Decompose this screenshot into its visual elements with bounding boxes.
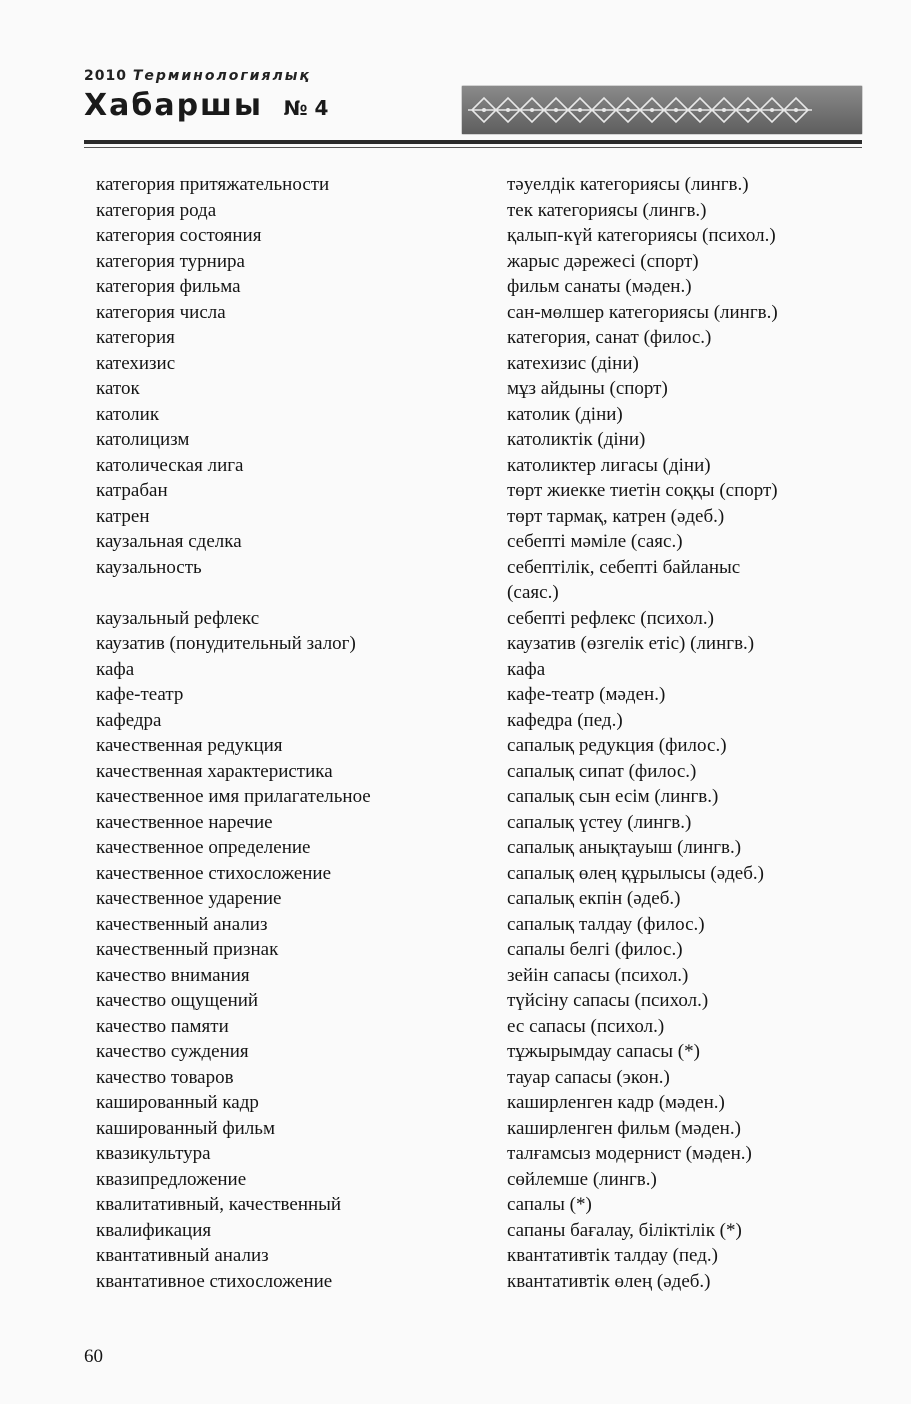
kazakh-term: себепті мәміле (саяс.) bbox=[507, 531, 683, 552]
kazakh-term: категория, санат (филос.) bbox=[507, 327, 712, 348]
glossary-row bbox=[0, 555, 911, 581]
russian-term: качественное ударение bbox=[96, 888, 282, 909]
glossary-row bbox=[0, 631, 911, 657]
glossary-row bbox=[0, 1269, 911, 1295]
russian-term: квантативное стихосложение bbox=[96, 1270, 333, 1292]
russian-term: квазипредложение bbox=[96, 1168, 247, 1190]
kazakh-term: кафа bbox=[507, 658, 546, 680]
glossary-row bbox=[0, 249, 911, 275]
kazakh-term: жарыс дәрежесі (спорт) bbox=[507, 250, 699, 272]
russian-term: каток bbox=[96, 378, 140, 399]
glossary-row bbox=[0, 912, 911, 938]
journal-issue: № 4 bbox=[283, 96, 329, 120]
kazakh-term: католик (діни) bbox=[507, 403, 623, 425]
russian-term: категория турнира bbox=[96, 250, 245, 272]
glossary-row bbox=[0, 529, 911, 555]
russian-term: категория притяжательности bbox=[96, 174, 330, 195]
russian-term: качество ощущений bbox=[96, 990, 259, 1011]
russian-term: каузатив (понудительный залог) bbox=[96, 633, 356, 654]
russian-term: качественное имя прилагательное bbox=[96, 786, 371, 807]
glossary-row bbox=[0, 504, 911, 530]
kazakh-term: талғамсыз модернист (мәден.) bbox=[507, 1143, 752, 1164]
glossary-row bbox=[0, 657, 911, 683]
header-rule-thick bbox=[84, 140, 862, 144]
kazakh-term: каширленген фильм (мәден.) bbox=[507, 1117, 741, 1139]
russian-term: каузальность bbox=[96, 556, 202, 578]
glossary-row bbox=[0, 784, 911, 810]
kazakh-term: себептілік, себепті байланыс bbox=[507, 556, 741, 578]
journal-year: 2010 bbox=[84, 68, 127, 84]
kazakh-term: сөйлемше (лингв.) bbox=[507, 1168, 657, 1190]
journal-series: Терминологиялық bbox=[132, 68, 311, 84]
kazakh-term: сапаны бағалау, біліктілік (*) bbox=[507, 1219, 742, 1241]
russian-term: качественная характеристика bbox=[96, 760, 333, 782]
russian-term: кашированный кадр bbox=[96, 1092, 259, 1113]
russian-term: категория состояния bbox=[96, 225, 262, 246]
ornament-pattern-icon bbox=[462, 86, 862, 134]
glossary-row bbox=[0, 478, 911, 504]
russian-term: категория числа bbox=[96, 301, 226, 323]
glossary-row bbox=[0, 172, 911, 198]
glossary-row bbox=[0, 1116, 911, 1142]
kazakh-term: ес сапасы (психол.) bbox=[507, 1015, 665, 1037]
glossary-row bbox=[0, 300, 911, 326]
russian-term: кафе-театр bbox=[96, 684, 184, 705]
glossary-row bbox=[0, 606, 911, 632]
glossary-row bbox=[0, 1141, 911, 1167]
russian-term: каузальный рефлекс bbox=[96, 607, 260, 629]
kazakh-term: сапалық редукция (филос.) bbox=[507, 735, 727, 756]
russian-term: качественный анализ bbox=[96, 913, 268, 935]
glossary-row bbox=[0, 402, 911, 428]
glossary-row bbox=[0, 1090, 911, 1116]
kazakh-term: катехизис (діни) bbox=[507, 352, 639, 374]
glossary-row bbox=[0, 937, 911, 963]
kazakh-term: тәуелдік категориясы (лингв.) bbox=[507, 174, 749, 195]
russian-term: квалификация bbox=[96, 1219, 212, 1241]
kazakh-term: сапалық талдау (филос.) bbox=[507, 913, 705, 935]
glossary-row bbox=[0, 988, 911, 1014]
glossary-row bbox=[0, 682, 911, 708]
russian-term: католик bbox=[96, 403, 160, 425]
journal-title: Хабаршы bbox=[84, 88, 264, 123]
russian-term: качество памяти bbox=[96, 1015, 229, 1037]
kazakh-term: тұжырымдау сапасы (*) bbox=[507, 1041, 700, 1062]
kazakh-term: сапалық сипат (филос.) bbox=[507, 760, 697, 782]
journal-header-top bbox=[84, 68, 311, 84]
kazakh-term: католиктік (діни) bbox=[507, 429, 646, 450]
russian-term: католицизм bbox=[96, 429, 190, 450]
russian-term: кафа bbox=[96, 658, 135, 680]
russian-term: качество внимания bbox=[96, 964, 250, 986]
header-rule-thin bbox=[84, 147, 862, 148]
glossary-row bbox=[0, 861, 911, 887]
russian-term: качественный признак bbox=[96, 939, 279, 960]
glossary-row bbox=[0, 427, 911, 453]
kazakh-term: сапалық екпін (әдеб.) bbox=[507, 888, 681, 909]
kazakh-term: сапалы (*) bbox=[507, 1194, 592, 1215]
kazakh-term: тауар сапасы (экон.) bbox=[507, 1066, 670, 1088]
glossary-row bbox=[0, 453, 911, 479]
kazakh-term: сапалық анықтауыш (лингв.) bbox=[507, 837, 742, 858]
russian-term: категория фильма bbox=[96, 276, 241, 297]
russian-term: качественное определение bbox=[96, 837, 311, 858]
glossary-row bbox=[0, 1167, 911, 1193]
glossary-row bbox=[0, 759, 911, 785]
russian-term: квантативный анализ bbox=[96, 1245, 269, 1266]
kazakh-term: квантативтік талдау (пед.) bbox=[507, 1245, 718, 1266]
kazakh-term: католиктер лигасы (діни) bbox=[507, 454, 711, 476]
kazakh-term: квантативтік өлең (әдеб.) bbox=[507, 1270, 711, 1292]
glossary-row bbox=[0, 274, 911, 300]
kazakh-term: каширленген кадр (мәден.) bbox=[507, 1092, 725, 1113]
ornament-band bbox=[462, 86, 862, 134]
kazakh-term: сапалы белгі (филос.) bbox=[507, 939, 683, 960]
russian-term: качественное стихосложение bbox=[96, 862, 332, 884]
russian-term: каузальная сделка bbox=[96, 531, 242, 552]
glossary-row bbox=[0, 886, 911, 912]
journal-title-block bbox=[84, 88, 328, 123]
russian-term: катехизис bbox=[96, 352, 176, 374]
russian-term: кашированный фильм bbox=[96, 1117, 275, 1139]
glossary-row bbox=[0, 708, 911, 734]
glossary-entries bbox=[0, 172, 911, 1294]
kazakh-term: фильм санаты (мәден.) bbox=[507, 276, 692, 297]
glossary-row bbox=[0, 1039, 911, 1065]
kazakh-term: мұз айдыны (спорт) bbox=[507, 378, 668, 399]
glossary-row bbox=[0, 1014, 911, 1040]
glossary-row bbox=[0, 376, 911, 402]
russian-term: кафедра bbox=[96, 709, 162, 731]
russian-term: качество товаров bbox=[96, 1066, 234, 1088]
russian-term: катрен bbox=[96, 505, 150, 527]
glossary-row bbox=[0, 835, 911, 861]
russian-term: качественная редукция bbox=[96, 735, 283, 756]
kazakh-term: сапалық сын есім (лингв.) bbox=[507, 786, 719, 807]
kazakh-term: төрт тармақ, катрен (әдеб.) bbox=[507, 505, 725, 527]
russian-term: категория bbox=[96, 327, 175, 348]
russian-term: категория рода bbox=[96, 199, 217, 221]
kazakh-term: себепті рефлекс (психол.) bbox=[507, 607, 714, 629]
glossary-row bbox=[0, 351, 911, 377]
russian-term: католическая лига bbox=[96, 454, 244, 476]
russian-term: квазикультура bbox=[96, 1143, 211, 1164]
kazakh-term: (саяс.) bbox=[507, 582, 559, 603]
russian-term: качественное наречие bbox=[96, 811, 273, 833]
kazakh-term: зейін сапасы (психол.) bbox=[507, 964, 689, 986]
kazakh-term: қалып-күй категориясы (психол.) bbox=[507, 225, 776, 246]
kazakh-term: сапалық өлең құрылысы (әдеб.) bbox=[507, 862, 764, 884]
kazakh-term: сан-мөлшер категориясы (лингв.) bbox=[507, 301, 778, 323]
glossary-row bbox=[0, 733, 911, 759]
glossary-row bbox=[0, 963, 911, 989]
kazakh-term: сапалық үстеу (лингв.) bbox=[507, 811, 692, 833]
glossary-row bbox=[0, 1192, 911, 1218]
glossary-row bbox=[0, 1243, 911, 1269]
glossary-row bbox=[0, 1218, 911, 1244]
kazakh-term: кафе-театр (мәден.) bbox=[507, 684, 666, 705]
glossary-row bbox=[0, 198, 911, 224]
kazakh-term: төрт жиекке тиетін соққы (спорт) bbox=[507, 480, 778, 501]
russian-term: качество суждения bbox=[96, 1041, 249, 1062]
glossary-row bbox=[0, 223, 911, 249]
russian-term: квалитативный, качественный bbox=[96, 1194, 342, 1215]
kazakh-term: каузатив (өзгелік етіс) (лингв.) bbox=[507, 633, 755, 654]
glossary-row bbox=[0, 810, 911, 836]
glossary-row bbox=[0, 1065, 911, 1091]
kazakh-term: тек категориясы (лингв.) bbox=[507, 199, 707, 221]
kazakh-term: кафедра (пед.) bbox=[507, 709, 623, 731]
russian-term: катрабан bbox=[96, 480, 168, 501]
page-number: 60 bbox=[84, 1346, 103, 1367]
glossary-row bbox=[0, 325, 911, 351]
kazakh-term: түйсіну сапасы (психол.) bbox=[507, 990, 709, 1011]
glossary-row bbox=[0, 580, 911, 606]
